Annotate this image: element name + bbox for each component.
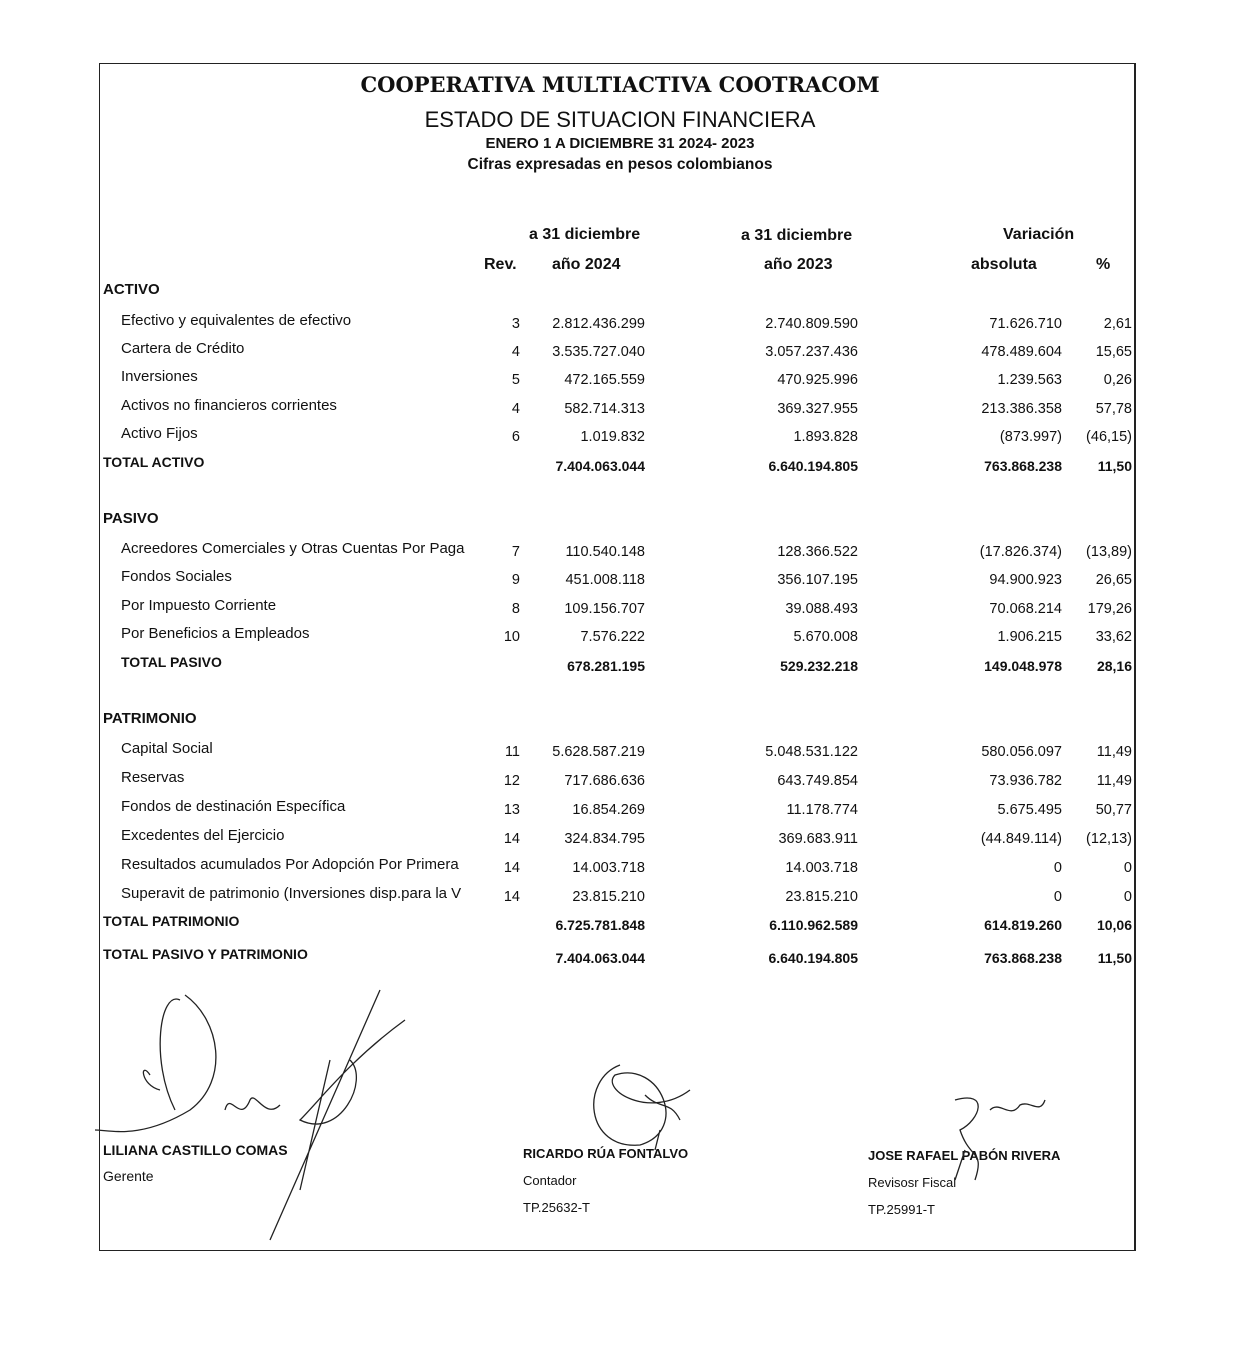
value-2023: 643.749.854	[777, 773, 858, 789]
row-label: Superavit de patrimonio (Inversiones disp.para la V	[121, 885, 462, 902]
variation-absolute: 580.056.097	[981, 744, 1062, 760]
value-2023: 369.327.955	[777, 401, 858, 417]
period: ENERO 1 A DICIEMBRE 31 2024- 2023	[485, 135, 755, 152]
rev-note: 7	[511, 544, 520, 560]
value-2024: 7.576.222	[580, 629, 645, 645]
value-2024: 472.165.559	[564, 372, 645, 388]
signature-block-auditor	[868, 1148, 1060, 1217]
col-2024-year: año 2024	[552, 256, 621, 273]
value-2024: 6.725.781.848	[555, 917, 645, 933]
row-label: Reservas	[121, 769, 185, 786]
rev-note: 14	[503, 831, 520, 847]
value-2023: 6.640.194.805	[768, 458, 858, 474]
signer-role: Gerente	[103, 1168, 154, 1184]
value-2024: 14.003.718	[572, 860, 645, 876]
signer-role: Revisosr Fiscal	[868, 1175, 957, 1190]
row-label: TOTAL PASIVO Y PATRIMONIO	[103, 946, 308, 962]
document-title: ESTADO DE SITUACION FINANCIERA	[424, 107, 816, 132]
signer-role: Contador	[523, 1173, 577, 1188]
row-label: Por Beneficios a Empleados	[121, 625, 310, 642]
rev-note: 10	[503, 629, 520, 645]
value-2024: 451.008.118	[565, 572, 645, 588]
variation-percent: 0,26	[1103, 372, 1132, 388]
row-label: TOTAL PASIVO	[121, 654, 222, 670]
variation-absolute: 614.819.260	[984, 917, 1062, 933]
variation-absolute-header: absoluta	[971, 256, 1037, 273]
value-2023: 39.088.493	[785, 601, 858, 617]
value-2023: 3.057.237.436	[765, 344, 858, 360]
signer-id: TP.25632-T	[523, 1200, 590, 1215]
variation-absolute: (873.997)	[999, 429, 1062, 445]
value-2023: 5.670.008	[793, 629, 858, 645]
row-label: Fondos de destinación Específica	[121, 798, 346, 815]
table-row	[0, 885, 1240, 913]
rev-note: 14	[503, 889, 520, 905]
total-row	[0, 454, 1240, 482]
variation-percent: 26,65	[1095, 572, 1132, 588]
variation-absolute: (44.849.114)	[980, 831, 1062, 847]
variation-percent: 28,16	[1096, 658, 1132, 674]
rev-note: 5	[511, 372, 520, 388]
value-2023: 6.110.962.589	[769, 917, 858, 933]
value-2023: 369.683.911	[778, 831, 858, 847]
value-2024: 110.540.148	[565, 544, 645, 560]
total-row	[0, 913, 1240, 941]
value-2023: 529.232.218	[780, 658, 858, 674]
value-2024: 1.019.832	[580, 429, 645, 445]
variation-percent: 15,65	[1095, 344, 1132, 360]
value-2024: 3.535.727.040	[552, 344, 645, 360]
table-row	[0, 740, 1240, 768]
variation-absolute: 763.868.238	[984, 950, 1062, 966]
variation-absolute: 763.868.238	[984, 458, 1062, 474]
rev-note: 12	[503, 773, 520, 789]
total-row	[0, 946, 1240, 974]
row-label: Por Impuesto Corriente	[121, 597, 277, 614]
table-row	[0, 856, 1240, 884]
variation-absolute: 213.386.358	[981, 401, 1062, 417]
variation-absolute: 0	[1053, 860, 1062, 876]
total-row	[0, 654, 1240, 682]
table-row	[0, 368, 1240, 396]
row-label: Activos no financieros corrientes	[121, 397, 337, 414]
variation-percent-header: %	[1096, 256, 1111, 273]
value-2024: 678.281.195	[567, 658, 645, 674]
table-row	[0, 625, 1240, 653]
variation-absolute: 5.675.495	[997, 802, 1062, 818]
signer-name: RICARDO RÚA FONTALVO	[523, 1146, 689, 1161]
rev-note: 14	[503, 860, 520, 876]
variation-percent: 10,06	[1096, 917, 1132, 933]
rev-note: 6	[511, 429, 520, 445]
value-2023: 6.640.194.805	[768, 950, 858, 966]
company-name: COOPERATIVA MULTIACTIVA COOTRACOM	[360, 72, 880, 97]
variation-absolute: 1.906.215	[997, 629, 1062, 645]
row-label: Inversiones	[121, 368, 198, 385]
currency-note: Cifras expresadas en pesos colombianos	[467, 156, 773, 173]
rev-header: Rev.	[484, 256, 517, 273]
value-2023: 5.048.531.122	[765, 744, 858, 760]
value-2024: 582.714.313	[564, 401, 645, 417]
variation-absolute: 0	[1053, 889, 1062, 905]
variation-absolute: (17.826.374)	[979, 544, 1062, 560]
value-2023: 470.925.996	[777, 372, 858, 388]
variation-percent: 179,26	[1087, 601, 1132, 617]
table-row	[0, 827, 1240, 855]
value-2024: 7.404.063.044	[555, 950, 645, 966]
signer-id: TP.25991-T	[868, 1202, 935, 1217]
value-2023: 11.178.774	[786, 802, 858, 818]
variation-percent: 11,49	[1096, 773, 1132, 789]
table-row	[0, 340, 1240, 368]
rev-note: 13	[503, 802, 520, 818]
rev-note: 9	[511, 572, 520, 588]
value-2024: 324.834.795	[564, 831, 645, 847]
table-row	[0, 425, 1240, 453]
value-2023: 23.815.210	[785, 889, 858, 905]
table-row	[0, 397, 1240, 425]
variation-absolute: 71.626.710	[989, 316, 1062, 332]
value-2023: 356.107.195	[777, 572, 858, 588]
col-2024-header: a 31 diciembre	[529, 226, 641, 243]
table-row	[0, 568, 1240, 596]
value-2024: 16.854.269	[572, 802, 645, 818]
col-2023-year: año 2023	[764, 256, 833, 273]
variation-percent: 11,50	[1097, 950, 1132, 966]
row-label: Activo Fijos	[121, 425, 198, 442]
row-label: Cartera de Crédito	[121, 340, 245, 357]
value-2024: 5.628.587.219	[552, 744, 645, 760]
value-2023: 128.366.522	[777, 544, 858, 560]
variation-absolute: 94.900.923	[989, 572, 1062, 588]
variation-percent: 0	[1123, 860, 1132, 876]
variation-percent: (12,13)	[1086, 831, 1132, 847]
variation-absolute: 70.068.214	[989, 601, 1062, 617]
variation-percent: 57,78	[1095, 401, 1132, 417]
value-2023: 2.740.809.590	[765, 316, 858, 332]
row-label: TOTAL ACTIVO	[103, 454, 205, 470]
rev-note: 8	[511, 601, 520, 617]
table-row	[0, 312, 1240, 340]
variation-absolute: 73.936.782	[989, 773, 1062, 789]
signature-block-accountant	[523, 1146, 688, 1215]
value-2024: 23.815.210	[572, 889, 645, 905]
value-2024: 717.686.636	[564, 773, 645, 789]
value-2024: 109.156.707	[564, 601, 645, 617]
variation-percent: 50,77	[1095, 802, 1132, 818]
signer-name: LILIANA CASTILLO COMAS	[103, 1142, 288, 1158]
variation-absolute: 478.489.604	[981, 344, 1062, 360]
value-2023: 1.893.828	[793, 429, 858, 445]
section-header	[0, 710, 1240, 738]
row-label: Efectivo y equivalentes de efectivo	[121, 312, 352, 329]
col-2023-header: a 31 diciembre	[741, 227, 853, 244]
table-row	[0, 540, 1240, 568]
section-header	[0, 510, 1240, 538]
table-row	[0, 798, 1240, 826]
variation-header: Variación	[1003, 226, 1075, 243]
value-2023: 14.003.718	[785, 860, 858, 876]
rev-note: 11	[504, 744, 520, 760]
rev-note: 3	[511, 316, 520, 332]
row-label: Excedentes del Ejercicio	[121, 827, 285, 844]
variation-percent: (46,15)	[1086, 429, 1132, 445]
section-header	[0, 281, 1240, 309]
row-label: Resultados acumulados Por Adopción Por Primera	[121, 856, 459, 873]
section-title: ACTIVO	[103, 281, 160, 298]
variation-percent: 33,62	[1095, 629, 1132, 645]
table-row	[0, 597, 1240, 625]
signer-name: JOSE RAFAEL PABÓN RIVERA	[868, 1148, 1061, 1163]
variation-percent: (13,89)	[1086, 544, 1132, 560]
variation-absolute: 1.239.563	[997, 372, 1062, 388]
section-title: PASIVO	[103, 510, 159, 527]
rev-note: 4	[511, 344, 520, 360]
row-label: TOTAL PATRIMONIO	[103, 913, 240, 929]
rev-note: 4	[511, 401, 520, 417]
value-2024: 7.404.063.044	[555, 458, 645, 474]
row-label: Acreedores Comerciales y Otras Cuentas Por Paga	[121, 540, 465, 557]
row-label: Fondos Sociales	[121, 568, 232, 585]
table-row	[0, 769, 1240, 797]
variation-absolute: 149.048.978	[984, 658, 1062, 674]
section-title: PATRIMONIO	[103, 710, 197, 727]
row-label: Capital Social	[121, 740, 213, 757]
variation-percent: 2,61	[1103, 316, 1132, 332]
value-2024: 2.812.436.299	[552, 316, 645, 332]
variation-percent: 11,49	[1096, 744, 1132, 760]
signature-block-manager	[103, 1142, 288, 1184]
variation-percent: 0	[1123, 889, 1132, 905]
variation-percent: 11,50	[1097, 458, 1132, 474]
